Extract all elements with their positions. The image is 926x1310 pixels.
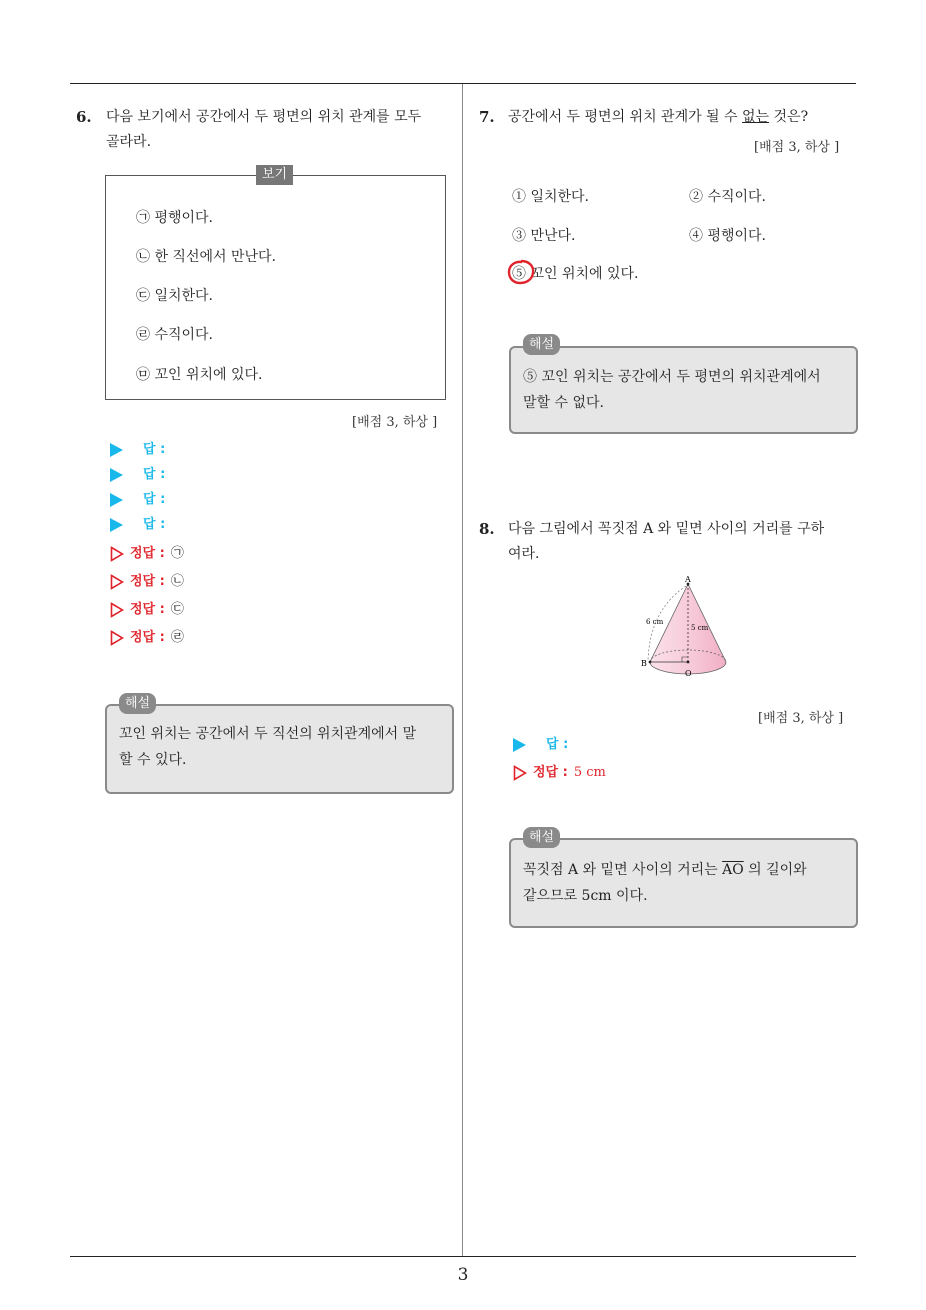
question-8-text	[508, 517, 858, 567]
question-7-text-after: 것은?	[769, 109, 809, 125]
play-icon	[110, 443, 123, 457]
open-triangle-icon	[513, 765, 527, 781]
answer-row	[110, 490, 165, 510]
explanation-tag: 해설	[523, 334, 560, 355]
choice-5[interactable]: ⑤ 꼬인 위치에 있다.	[512, 266, 639, 282]
correct-answer-row	[110, 572, 184, 592]
answer-label: 답 :	[143, 442, 166, 457]
correct-label: 정답 :	[130, 546, 165, 561]
correct-label: 정답 :	[130, 574, 165, 589]
choice-2[interactable]: ② 수직이다.	[689, 189, 766, 205]
question-7-number: 7.	[479, 108, 495, 126]
answer-circle-mark	[506, 258, 536, 286]
correct-label: 정답 :	[130, 630, 165, 645]
explanation-text	[523, 364, 853, 416]
correct-label: 정답 :	[533, 765, 568, 780]
explanation-line: 말할 수 없다.	[523, 395, 604, 411]
explanation-tag: 해설	[523, 827, 560, 848]
cone-label-slant: 6 cm	[646, 618, 664, 626]
answer-label: 답 :	[143, 467, 166, 482]
correct-answer-value: ㉠	[170, 546, 184, 561]
correct-answer-value: ㉢	[170, 602, 184, 617]
question-7-text	[508, 105, 858, 130]
explanation-line: 꼬인 위치는 공간에서 두 직선의 위치관계에서 말	[119, 726, 417, 742]
correct-answer-row	[110, 544, 184, 564]
explanation-line: 할 수 있다.	[119, 752, 187, 768]
explanation-before: 꼭짓점 A 와 밑면 사이의 거리는	[523, 862, 723, 878]
cone-label-left: B	[641, 659, 647, 668]
answer-row	[110, 515, 165, 535]
bogi-item: ㉣ 수직이다.	[136, 327, 213, 343]
correct-answer-value: 5 cm	[573, 765, 606, 780]
correct-label: 정답 :	[130, 602, 165, 617]
question-7-points: [배점 3, 하상 ]	[754, 140, 840, 155]
answer-row	[513, 735, 568, 755]
question-7-text-before: 공간에서 두 평면의 위치 관계가 될 수	[508, 109, 743, 125]
question-8-number: 8.	[479, 520, 495, 538]
play-icon	[513, 738, 526, 752]
segment-ao: $\overline{AO}$	[722, 862, 744, 878]
cone-figure	[636, 574, 732, 684]
answer-row	[110, 440, 165, 460]
open-triangle-icon	[110, 546, 124, 562]
correct-answer-row	[513, 763, 606, 783]
cone-label-height: 5 cm	[691, 624, 709, 632]
explanation-tag: 해설	[119, 693, 156, 714]
question-6-line2: 골라라.	[106, 134, 152, 150]
correct-answer-value: ㉣	[170, 630, 184, 645]
bogi-item: ㉠ 평행이다.	[136, 210, 213, 226]
explanation-text	[523, 857, 853, 909]
correct-answer-row	[110, 628, 184, 648]
explanation-after: 의 길이와	[743, 862, 807, 878]
page-number: 3	[457, 1265, 469, 1285]
play-icon	[110, 518, 123, 532]
bogi-item: ㉡ 한 직선에서 만난다.	[136, 249, 276, 265]
question-7-text-underlined: 없는	[742, 109, 770, 125]
choice-3[interactable]: ③ 만난다.	[512, 228, 576, 244]
question-6-text	[106, 105, 456, 155]
column-divider	[462, 84, 463, 1256]
correct-answer-row	[110, 600, 184, 620]
explanation-line: 같으므로 5cm 이다.	[523, 888, 648, 904]
answer-label: 답 :	[143, 492, 166, 507]
header-rule	[70, 83, 856, 84]
cone-label-center: O	[685, 669, 692, 678]
question-8-points: [배점 3, 하상 ]	[758, 711, 844, 726]
open-triangle-icon	[110, 630, 124, 646]
choice-4[interactable]: ④ 평행이다.	[689, 228, 766, 244]
explanation-text	[119, 721, 449, 773]
bogi-item: ㉢ 일치한다.	[136, 288, 213, 304]
question-6-line1: 다음 보기에서 공간에서 두 평면의 위치 관계를 모두	[106, 109, 422, 125]
footer-rule	[70, 1256, 856, 1257]
bogi-title: 보기	[256, 165, 293, 185]
explanation-line: ⑤ 꼬인 위치는 공간에서 두 평면의 위치관계에서	[523, 369, 821, 385]
bogi-item: ㉤ 꼬인 위치에 있다.	[136, 367, 263, 383]
question-8-line1: 다음 그림에서 꼭짓점 A 와 밑면 사이의 거리를 구하	[508, 521, 825, 537]
correct-answer-value: ㉡	[170, 574, 184, 589]
explanation-line	[523, 857, 853, 883]
play-icon	[110, 493, 123, 507]
open-triangle-icon	[110, 574, 124, 590]
answer-label: 답 :	[143, 517, 166, 532]
question-6-points: [배점 3, 하상 ]	[352, 415, 438, 430]
question-6-number: 6.	[76, 108, 92, 126]
play-icon	[110, 468, 123, 482]
answer-row	[110, 465, 165, 485]
cone-label-apex: A	[685, 575, 691, 584]
question-8-line2: 여라.	[508, 546, 540, 562]
open-triangle-icon	[110, 602, 124, 618]
answer-label: 답 :	[546, 737, 569, 752]
choice-1[interactable]: ① 일치한다.	[512, 189, 589, 205]
